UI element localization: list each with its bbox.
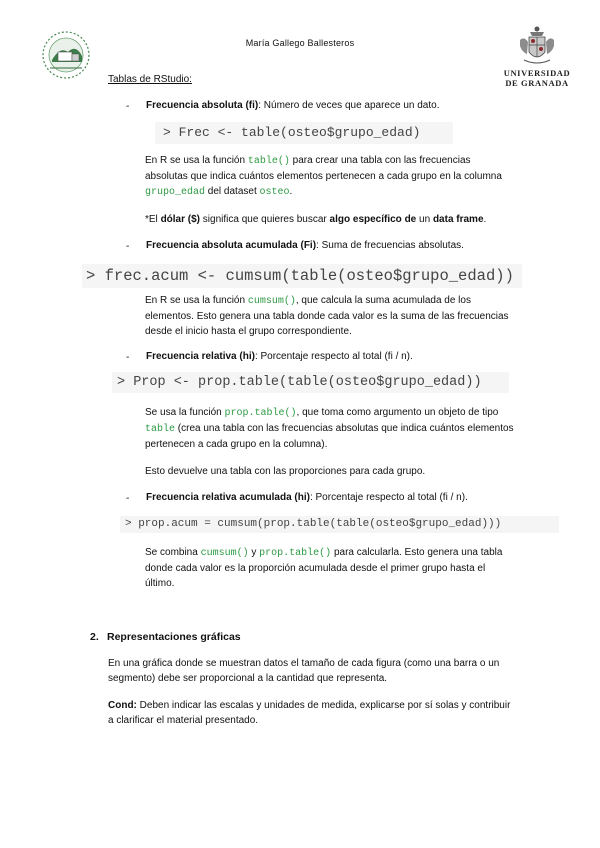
text: Se combina [145, 547, 201, 558]
item-1-paragraph [145, 153, 515, 200]
bullet-icon: - [126, 352, 130, 363]
inline-code: prop.table() [224, 408, 297, 419]
text: . [289, 186, 293, 197]
inline-code: table() [247, 156, 290, 167]
section-2-heading [90, 631, 241, 643]
inline-code: grupo_edad [145, 187, 206, 198]
inline-code: osteo [259, 187, 290, 198]
inline-code: table [145, 424, 176, 435]
bullet-icon: - [126, 493, 130, 504]
item-3-definition: : Porcentaje respecto al total (fi / n). [254, 351, 413, 362]
item-3-paragraph-2: Esto devuelve una tabla con las proporciones para cada grupo. [145, 466, 426, 477]
bullet-icon: - [126, 241, 130, 252]
code-block-prop-acum: > prop.acum = cumsum(prop.table(table(osteo$grupo_edad))) [120, 516, 559, 533]
text: Se usa la función [145, 407, 225, 418]
item-2-heading [146, 240, 464, 251]
text: , que toma como argumento un objeto de tipo [296, 407, 499, 418]
item-2-definition: : Suma de frecuencias absolutas. [316, 240, 464, 251]
inline-code: cumsum() [200, 548, 249, 559]
text: y [248, 547, 260, 558]
text: En R se usa la función [145, 295, 248, 306]
text: un [416, 214, 433, 225]
text-bold: algo específico de [329, 214, 417, 225]
text: del dataset [205, 186, 260, 197]
text: En R se usa la función [145, 155, 248, 166]
code-block-prop: > Prop <- prop.table(table(osteo$grupo_edad)) [112, 372, 509, 393]
item-3-term: Frecuencia relativa (hi) [146, 351, 255, 362]
item-2-paragraph [145, 293, 515, 339]
university-crest-icon [500, 24, 574, 68]
text: *El [145, 214, 161, 225]
item-4-paragraph [145, 545, 515, 591]
text: para calcularla. Esto genera una tabla donde cada valor es la proporción acumulada desde el primer grupo hasta el último. [145, 547, 503, 589]
section-title: Tablas de RStudio: [108, 74, 192, 85]
code-block-frec: > Frec <- table(osteo$grupo_edad) [155, 122, 453, 144]
item-4-definition: : Porcentaje respecto al total (fi / n). [309, 492, 468, 503]
text: para crear una tabla con las frecuencias absolutas que indica cuántos elementos pertenecen a cada grupo en la columna [145, 155, 502, 182]
inline-code: prop.table() [259, 548, 332, 559]
text: , que calcula la suma acumulada de los elementos. Esto genera una tabla donde cada valor es la suma de las frecuencias desde el inicio hasta el grupo correspondiente. [145, 295, 509, 337]
code-block-frec-acum: > frec.acum <- cumsum(table(osteo$grupo_edad)) [82, 264, 522, 288]
text-bold: data frame [432, 214, 484, 225]
item-1-term: Frecuencia absoluta (fi) [146, 100, 259, 111]
item-4-term: Frecuencia relativa acumulada (hi) [146, 492, 310, 503]
item-1-definition: : Número de veces que aparece un dato. [258, 100, 440, 111]
cond-text: Deben indicar las escalas y unidades de medida, explicarse por sí solas y contribuir a clarificar el material presentado. [108, 700, 511, 726]
dollar-note [145, 212, 535, 227]
inline-code: cumsum() [247, 296, 296, 307]
section-2-number: 2. [90, 631, 99, 643]
item-2-term: Frecuencia absoluta acumulada (Fi) [146, 240, 317, 251]
header-author: María Gallego Ballesteros [245, 38, 355, 48]
cond-label: Cond: [108, 700, 137, 711]
text: significa que quieres buscar [200, 214, 330, 225]
section-2-title: Representaciones gráficas [107, 631, 241, 643]
university-name-line1: UNIVERSIDAD [503, 68, 571, 78]
text: (crea una tabla con las frecuencias absolutas que indica cuántos elementos pertenecen a cada grupo en la columna). [145, 423, 514, 450]
text-bold: dólar ($) [160, 214, 201, 225]
item-3-heading [146, 351, 413, 362]
bullet-icon: - [126, 101, 130, 112]
item-1-heading [146, 100, 439, 111]
section-2-paragraph: En una gráfica donde se muestran datos el tamaño de cada figura (como una barra o un segmento) debe ser proporcional a la cantidad que representa. [108, 658, 500, 684]
university-logo [500, 24, 574, 90]
item-4-heading [146, 492, 468, 503]
section-2-cond [108, 698, 518, 728]
university-name-line2: DE GRANADA [505, 78, 569, 88]
text: . [483, 214, 487, 225]
item-3-paragraph [145, 405, 515, 452]
